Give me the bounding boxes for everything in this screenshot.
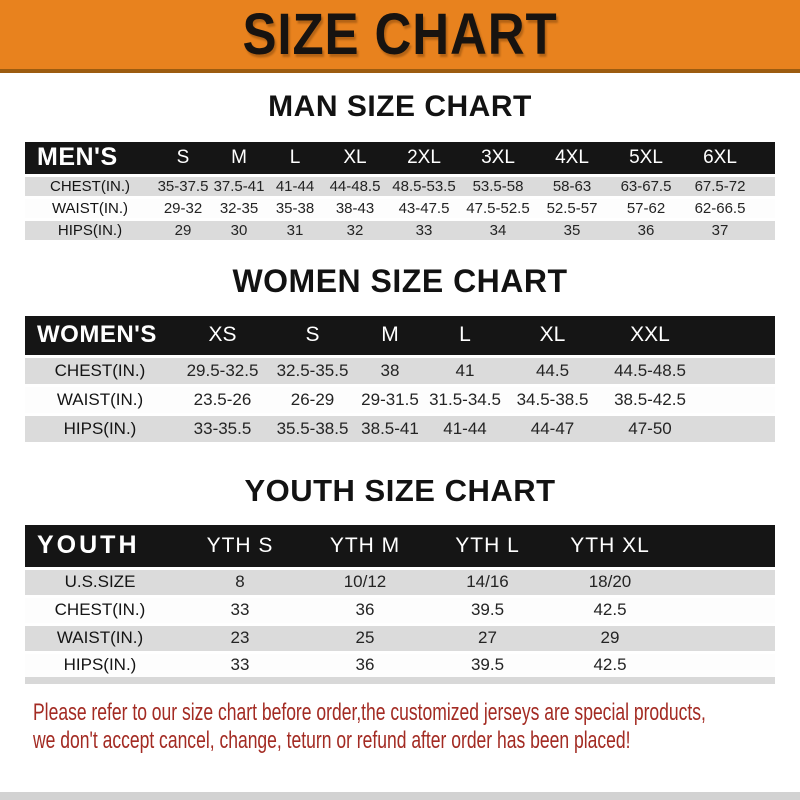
size-column-header: L [267,142,323,175]
size-column-header: 2XL [387,142,461,175]
size-value: 37.5-41 [211,175,267,197]
size-value: 35.5-38.5 [270,415,355,444]
size-value: 31.5-34.5 [425,386,505,415]
table-row [25,197,775,219]
spacer-cell [700,316,775,357]
size-value: 37 [683,219,757,241]
size-value: 41-44 [267,175,323,197]
size-value: 47-50 [600,415,700,444]
table-head [25,316,775,357]
size-value: 36 [305,596,425,624]
disclaimer-line-2: we don't accept cancel, change, teturn or refund after order has been placed! [33,726,631,754]
table-header-row [25,525,775,568]
size-value: 53.5-58 [461,175,535,197]
size-value: 67.5-72 [683,175,757,197]
size-value: 34 [461,219,535,241]
size-value: 23 [175,624,305,652]
spacer-cell [757,175,775,197]
size-value: 48.5-53.5 [387,175,461,197]
size-value: 10/12 [305,568,425,596]
row-label: HIPS(IN.) [25,652,175,680]
spacer-cell [700,357,775,386]
table-head [25,142,775,175]
table-body [25,357,775,444]
section-heading-women: WOMEN SIZE CHART [232,262,568,299]
size-value: 32-35 [211,197,267,219]
size-value: 14/16 [425,568,550,596]
size-value: 36 [609,219,683,241]
size-value: 44.5-48.5 [600,357,700,386]
table-row [25,219,775,241]
table-row [25,624,775,652]
size-value: 34.5-38.5 [505,386,600,415]
size-column-header: XS [175,316,270,357]
order-disclaimer [33,699,800,755]
spacer-cell [757,197,775,219]
size-value: 63-67.5 [609,175,683,197]
size-value: 44-48.5 [323,175,387,197]
size-value: 32 [323,219,387,241]
size-value: 39.5 [425,596,550,624]
size-value: 41-44 [425,415,505,444]
size-value: 8 [175,568,305,596]
size-value: 43-47.5 [387,197,461,219]
spacer-cell [670,525,775,568]
size-value: 33 [387,219,461,241]
size-value: 52.5-57 [535,197,609,219]
size-value: 38 [355,357,425,386]
size-column-header: YTH S [175,525,305,568]
size-value: 29-31.5 [355,386,425,415]
size-value: 38.5-42.5 [600,386,700,415]
table-row [25,568,775,596]
size-value: 29-32 [155,197,211,219]
row-label: WAIST(IN.) [25,624,175,652]
size-table-man [25,142,775,243]
size-value: 47.5-52.5 [461,197,535,219]
size-value: 29 [550,624,670,652]
section-man [0,90,800,243]
size-table-women [25,316,775,446]
row-label: HIPS(IN.) [25,219,155,241]
table-body [25,568,775,680]
table-head [25,525,775,568]
size-value: 39.5 [425,652,550,680]
bottom-edge-strip [0,792,800,800]
size-column-header: YTH XL [550,525,670,568]
size-column-header: L [425,316,505,357]
section-youth [0,473,800,684]
size-value: 30 [211,219,267,241]
table-corner-label: WOMEN'S [25,316,175,357]
table-row [25,596,775,624]
table-row [25,175,775,197]
table-header-row [25,142,775,175]
size-chart-banner [0,0,800,73]
size-column-header: 6XL [683,142,757,175]
row-label: CHEST(IN.) [25,596,175,624]
size-value: 26-29 [270,386,355,415]
section-women [0,263,800,446]
size-value: 33 [175,596,305,624]
spacer-cell [670,624,775,652]
size-value: 29 [155,219,211,241]
size-value: 38.5-41 [355,415,425,444]
size-value: 32.5-35.5 [270,357,355,386]
table-row [25,415,775,444]
row-label: WAIST(IN.) [25,386,175,415]
page-title: SIZE CHART [242,1,558,67]
row-label: WAIST(IN.) [25,197,155,219]
section-heading-youth: YOUTH SIZE CHART [244,473,556,508]
size-value: 35-37.5 [155,175,211,197]
size-value: 35 [535,219,609,241]
table-corner-label: MEN'S [25,142,155,175]
row-label: U.S.SIZE [25,568,175,596]
table-header-row [25,316,775,357]
table-row [25,386,775,415]
disclaimer-line-1: Please refer to our size chart before order,the customized jerseys are special products, [33,698,706,726]
spacer-cell [670,596,775,624]
size-column-header: 3XL [461,142,535,175]
row-label: HIPS(IN.) [25,415,175,444]
spacer-cell [670,652,775,680]
size-column-header: 4XL [535,142,609,175]
size-column-header: M [211,142,267,175]
spacer-cell [700,386,775,415]
size-value: 31 [267,219,323,241]
size-column-header: XXL [600,316,700,357]
size-column-header: 5XL [609,142,683,175]
size-table-youth [25,525,775,684]
size-column-header: M [355,316,425,357]
size-value: 27 [425,624,550,652]
size-value: 58-63 [535,175,609,197]
table-corner-label: YOUTH [25,525,175,568]
size-value: 41 [425,357,505,386]
size-value: 36 [305,652,425,680]
size-value: 38-43 [323,197,387,219]
size-sections-container [0,90,800,684]
size-column-header: S [270,316,355,357]
row-label: CHEST(IN.) [25,357,175,386]
table-body [25,175,775,241]
size-value: 33 [175,652,305,680]
size-column-header: XL [323,142,387,175]
size-value: 44-47 [505,415,600,444]
spacer-cell [757,219,775,241]
spacer-cell [670,568,775,596]
size-column-header: YTH M [305,525,425,568]
size-value: 18/20 [550,568,670,596]
table-row [25,357,775,386]
size-column-header: YTH L [425,525,550,568]
size-value: 44.5 [505,357,600,386]
size-value: 35-38 [267,197,323,219]
size-value: 29.5-32.5 [175,357,270,386]
table-row [25,652,775,680]
size-value: 23.5-26 [175,386,270,415]
size-value: 57-62 [609,197,683,219]
row-label: CHEST(IN.) [25,175,155,197]
size-value: 25 [305,624,425,652]
spacer-cell [700,415,775,444]
size-column-header: S [155,142,211,175]
size-value: 33-35.5 [175,415,270,444]
section-heading-man: MAN SIZE CHART [268,90,532,123]
size-value: 42.5 [550,596,670,624]
size-column-header: XL [505,316,600,357]
spacer-cell [757,142,775,175]
size-value: 62-66.5 [683,197,757,219]
size-value: 42.5 [550,652,670,680]
